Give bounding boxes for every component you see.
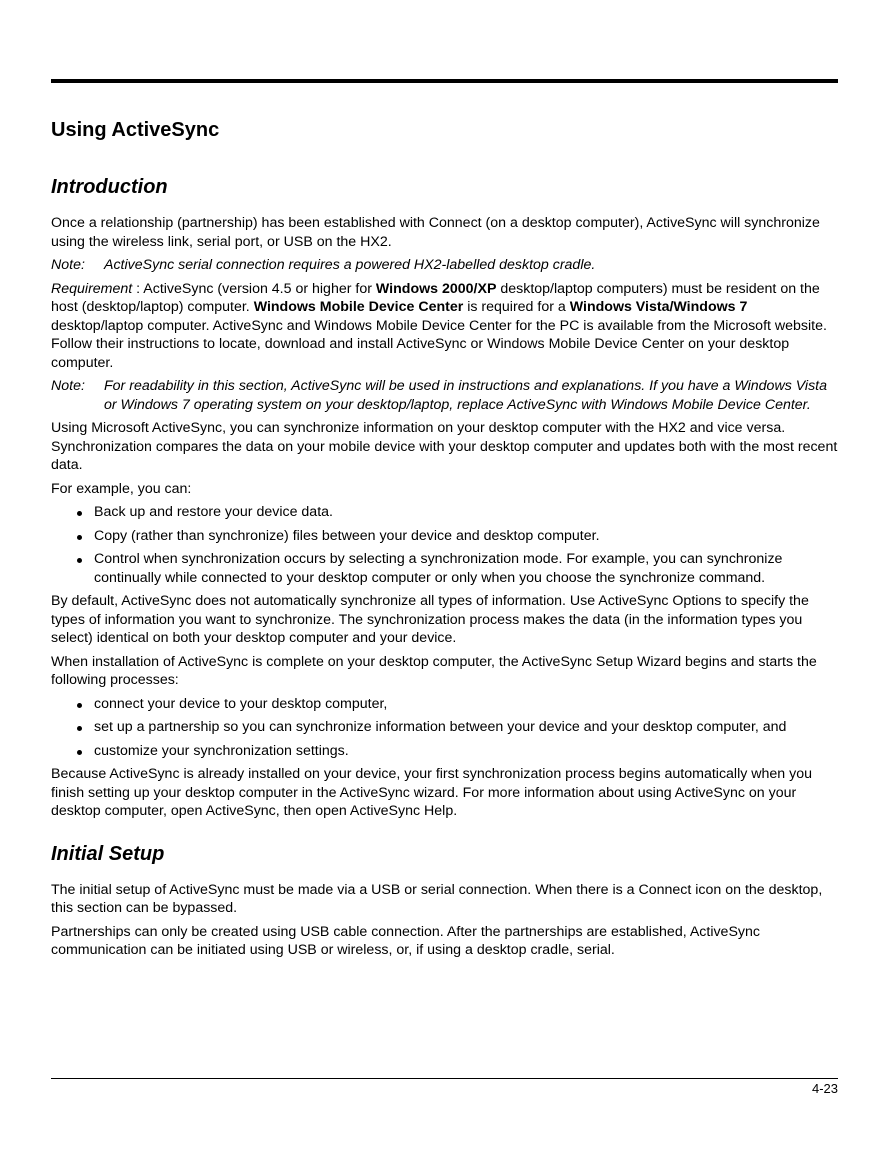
example-list — [51, 503, 838, 587]
note-label: Note: — [51, 257, 85, 273]
note-serial-connection — [51, 256, 838, 275]
list-item — [51, 718, 838, 737]
intro-paragraph-3: For example, you can: — [51, 480, 192, 497]
requirement-paragraph — [51, 280, 838, 373]
list-item-text: Control when synchronization occurs by selecting a synchronization mode. For example, you can synchronize continually while connected to your desktop computer or only when you choose the synchronize command. — [94, 551, 783, 586]
bullet-icon — [77, 511, 82, 516]
list-item-text: set up a partnership so you can synchronize information between your device and your desktop computer, and — [94, 719, 787, 735]
requirement-bold-3: Windows Vista/Windows 7 — [569, 299, 748, 315]
list-item — [51, 527, 838, 546]
list-item — [51, 503, 838, 522]
setup-paragraph-1: The initial setup of ActiveSync must be made via a USB or serial connection. When there is a Connect icon on the desktop, this section can be bypassed. — [51, 881, 823, 916]
section-heading-initial-setup: Initial Setup — [51, 842, 165, 865]
requirement-bold-1: Windows 2000/XP — [375, 280, 497, 297]
list-item — [51, 550, 838, 587]
list-item-text: connect your device to your desktop computer, — [94, 695, 388, 712]
requirement-text-2: desktop/laptop computers) must be resident on the host (desktop/laptop) computer. — [51, 280, 820, 315]
note-label: Note: — [51, 378, 85, 394]
list-item — [51, 695, 838, 714]
section-heading-introduction: Introduction — [51, 176, 168, 198]
page-number: 4-23 — [811, 1081, 838, 1096]
bullet-icon — [77, 750, 82, 755]
note-text: ActiveSync serial connection requires a powered HX2-labelled desktop cradle. — [104, 257, 596, 273]
intro-paragraph-1: Once a relationship (partnership) has been established with Connect (on a desktop computer), ActiveSync will synchronize using the wireless link, serial port, or USB on the HX2. — [51, 215, 820, 250]
list-item-text: Copy (rather than synchronize) files between your device and desktop computer. — [94, 527, 600, 544]
requirement-bold-2: Windows Mobile Device Center — [253, 299, 464, 315]
note-readability — [51, 377, 838, 414]
list-item-text: customize your synchronization settings. — [94, 742, 349, 759]
page-title: Using ActiveSync — [51, 119, 220, 141]
note-text: For readability in this section, ActiveSync will be used in instructions and explanations. If you have a Windows Vista or Windows 7 operating system on your desktop/laptop, replace ActiveSync with Windows Mobile Device Center. — [104, 378, 828, 413]
page-content — [51, 117, 838, 965]
bullet-icon — [77, 535, 82, 540]
bullet-icon — [77, 726, 82, 731]
intro-paragraph-6: Because ActiveSync is already installed on your device, your first synchronization process begins automatically when you finish setting up your desktop computer in the ActiveSync wizard. For more information about using ActiveSync on your desktop computer, open ActiveSync, then open ActiveSync Help. — [51, 766, 812, 819]
intro-paragraph-2: Using Microsoft ActiveSync, you can synchronize information on your desktop computer with the HX2 and vice versa. Synchronization compares the data on your mobile device with your desktop computer and updates both with the most recent data. — [51, 420, 838, 473]
header-rule — [51, 79, 838, 83]
intro-paragraph-5: When installation of ActiveSync is complete on your desktop computer, the ActiveSync Setup Wizard begins and starts the following processes: — [51, 653, 817, 688]
process-list — [51, 695, 838, 761]
setup-paragraph-2: Partnerships can only be created using USB cable connection. After the partnerships are established, ActiveSync communication can be initiated using USB or wireless, or, if using a desktop cradle, serial. — [51, 923, 760, 958]
requirement-label: Requirement — [51, 280, 133, 297]
requirement-text-1: : ActiveSync (version 4.5 or higher for — [132, 280, 376, 297]
bullet-icon — [77, 558, 82, 563]
list-item — [51, 742, 838, 761]
list-item-text: Back up and restore your device data. — [94, 504, 333, 520]
bullet-icon — [77, 703, 82, 708]
intro-paragraph-4: By default, ActiveSync does not automatically synchronize all types of information. Use ActiveSync Options to specify the types of information you want to synchronize. The synchronization process makes the data (in the information types you select) identical on both your desktop computer and your device. — [51, 593, 809, 646]
requirement-text-3: is required for a — [463, 299, 570, 315]
footer-rule — [51, 1078, 838, 1079]
requirement-text-4: desktop/laptop computer. ActiveSync and Windows Mobile Device Center for the PC is available from the Microsoft website. Follow their instructions to locate, download and install ActiveSync or Windows Mobile Device Center on your desktop computer. — [51, 317, 827, 371]
